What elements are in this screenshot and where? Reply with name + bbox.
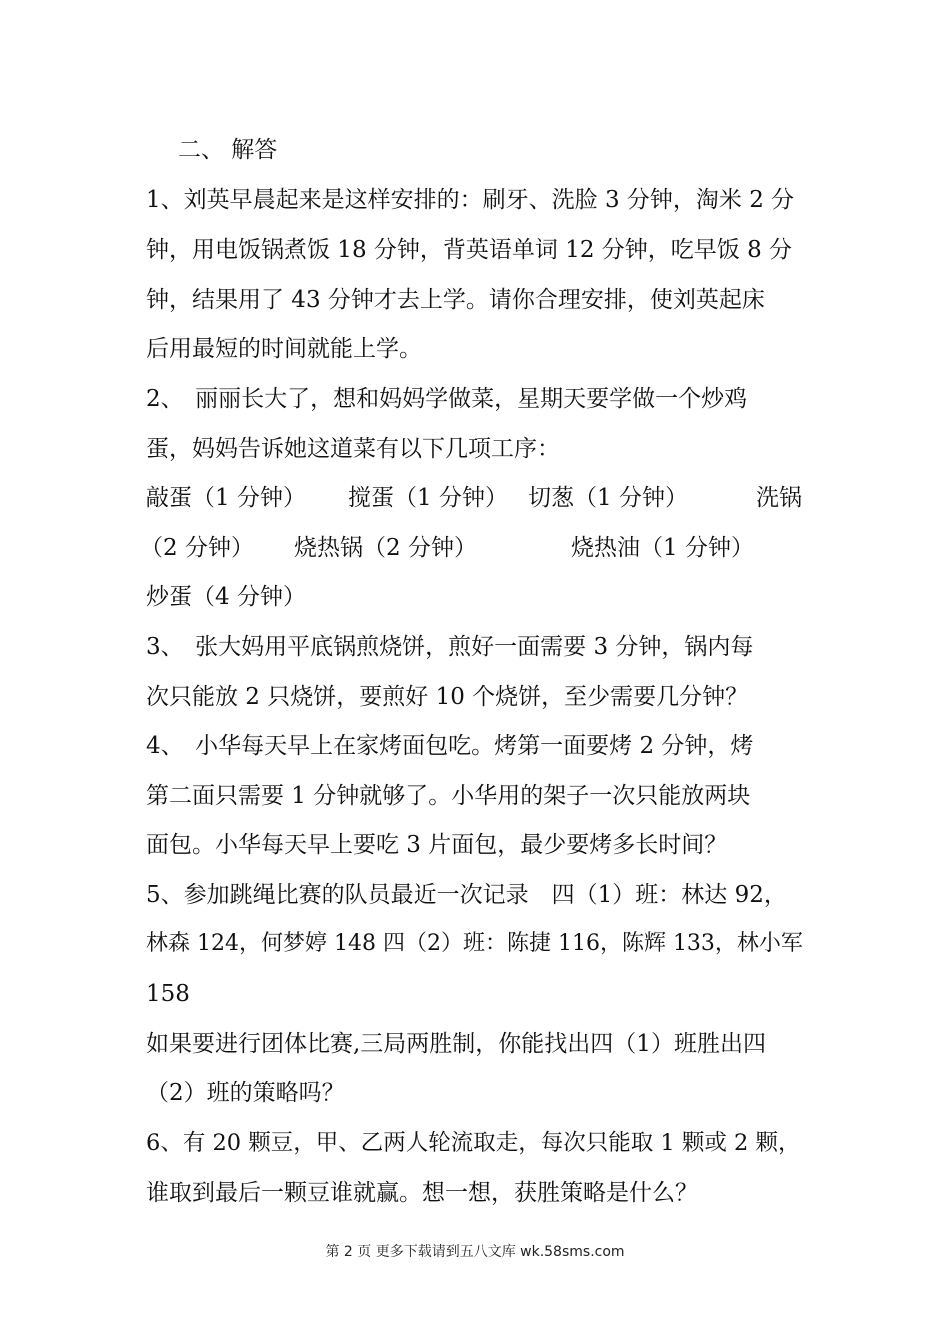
q6-line-2: 谁取到最后一颗豆谁就赢。想一想，获胜策略是什么？: [146, 1180, 698, 1206]
q3-line-2: 次只能放 2 只烧饼，要煎好 10 个烧饼，至少需要几分钟？: [146, 684, 749, 710]
q2-steps-row-2: [140, 533, 810, 563]
q1-line-3: 钟，结果用了 43 分钟才去上学。请你合理安排，使刘英起床: [146, 287, 765, 313]
q2-step-heat-pot: 烧热锅（2 分钟）: [294, 535, 477, 561]
q4-line-1: 4、 小华每天早上在家烤面包吃。烤第一面要烤 2 分钟，烤: [146, 733, 754, 759]
q1-line-1: 1、刘英早晨起来是这样安排的：刷牙、洗脸 3 分钟，淘米 2 分: [146, 187, 795, 213]
q2-step-beat-egg: 敲蛋（1 分钟）: [146, 485, 306, 511]
q5-line-3: 158: [146, 981, 190, 1007]
q5-line-4: 如果要进行团体比赛,三局两胜制，你能找出四（1）班胜出四: [146, 1031, 766, 1057]
q1-line-2: 钟，用电饭锅煮饭 18 分钟，背英语单词 12 分钟，吃早饭 8 分: [146, 237, 793, 263]
q2-steps-row-1: [146, 483, 810, 513]
q6-line-1: 6、有 20 颗豆，甲、乙两人轮流取走，每次只能取 1 颗或 2 颗，: [146, 1130, 801, 1156]
q3-line-1: 3、 张大妈用平底锅煎烧饼，煎好一面需要 3 分钟，锅内每: [146, 634, 754, 660]
q2-step-cut-scallion: 切葱（1 分钟）: [528, 485, 688, 511]
q4-line-2: 第二面只需要 1 分钟就够了。小华用的架子一次只能放两块: [146, 783, 751, 809]
q2-step-wash-pot-duration: （2 分钟）: [140, 535, 254, 561]
q4-line-3: 面包。小华每天早上要吃 3 片面包，最少要烤多长时间？: [146, 832, 728, 858]
q5-line-2: 林森 124，何梦婷 148 四（2）班：陈捷 116，陈辉 133，林小军: [146, 931, 803, 956]
q1-line-4: 后用最短的时间就能上学。: [146, 336, 422, 362]
q2-step-wash-pot: 洗锅: [756, 485, 802, 511]
q2-line-2: 蛋，妈妈告诉她这道菜有以下几项工序：: [146, 436, 560, 462]
q2-step-heat-oil: 烧热油（1 分钟）: [571, 535, 754, 561]
section-heading: 二、 解答: [178, 137, 278, 163]
q2-step-fry-egg: 炒蛋（4 分钟）: [146, 584, 306, 610]
q2-line-1: 2、 丽丽长大了，想和妈妈学做菜，星期天要学做一个炒鸡: [146, 386, 748, 412]
page-footer: 第 2 页 更多下载请到五八文库 wk.58sms.com: [325, 1244, 625, 1260]
q2-step-stir-egg: 搅蛋（1 分钟）: [348, 485, 508, 511]
q5-line-5: （2）班的策略吗？: [146, 1080, 345, 1106]
q5-line-1: 5、参加跳绳比赛的队员最近一次记录 四（1）班：林达 92，: [146, 882, 787, 908]
